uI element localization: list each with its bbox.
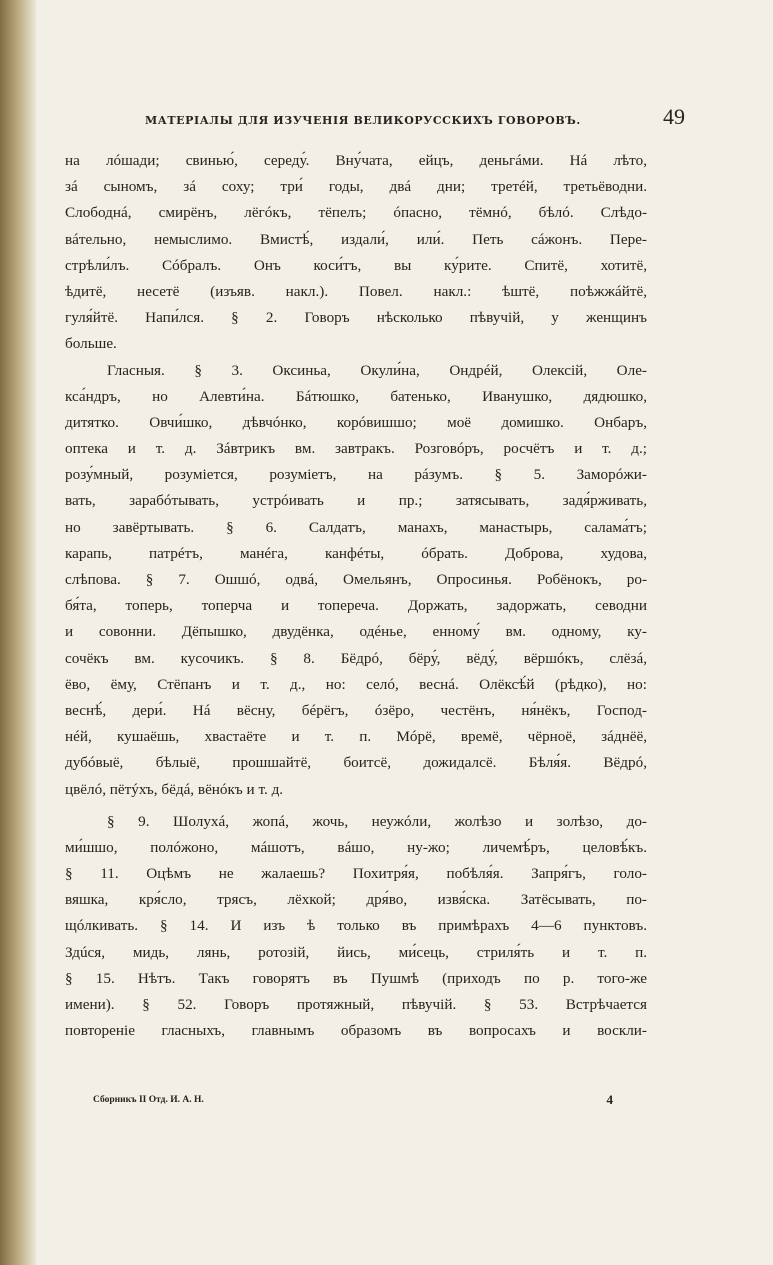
running-header [130, 104, 685, 134]
text-line: ми́шшо, полóжоно, мáшотъ, вáшо, ну-жо; личемѣ́ръ, целовѣ́къ. [65, 838, 647, 856]
text-line: нéй, кушаёшь, хвастаёте и т. п. Мóрё, времё, чёрноё, зáднёё, [65, 728, 647, 746]
text-line: но завёртывать. § 6. Салдатъ, манахъ, манастырь, салама́тъ; [65, 518, 647, 536]
text-line: больше. [65, 335, 117, 353]
text-line: повтореніе гласныхъ, главнымъ образомъ въ вопросахъ и воскли- [65, 1022, 647, 1040]
text-line: имени). § 52. Говоръ протяжный, пѣвучій. § 53. Встрѣчается [65, 996, 647, 1013]
running-title: МАТЕРІАЛЫ ДЛЯ ИЗУЧЕНІЯ ВЕЛИКОРУССКИХЪ ГОВОРОВЪ. [145, 114, 581, 127]
text-line: вяшка, кря́сло, трясъ, лёхкой; дря́во, извя́ска. Затёсывать, по- [65, 891, 647, 909]
text-line: зá сыномъ, зá соху; три́ годы, двá дни; третéй, третьёводни. [65, 178, 647, 196]
page-footer [93, 1092, 613, 1115]
text-line: ёво, ёму, Стёпанъ и т. д., но: селó, веснá. Олёксѣ́й (рѣдко), но: [65, 675, 647, 693]
text-line: Гласныя. § 3. Оксиньa, Окули́на, Ондрéй, Олексій, Оле- [107, 361, 647, 379]
text-line: Слободнá, смирёнъ, лёгóкъ, тёпелъ; óпасно, тёмнó, бѣлó. Слѣдо- [65, 204, 647, 222]
text-line: слѣпова. § 7. Ошшó, одвá, Омельянъ, Опросинья. Робёнокъ, ро- [65, 571, 647, 588]
text-line: § 9. Шолухá, жопá, жочь, неужóли, жолѣзо и золѣзо, до- [107, 812, 647, 830]
text-line: и совонни. Дёпышко, двудёнка, одéнье, енному́ вм. одному, ку- [65, 623, 647, 641]
text-line: вать, зарабóтывать, устрóивать и пр.; затясывать, задя́рживать, [65, 492, 647, 510]
text-line: ѣдитё, несетё (изъяв. накл.). Повел. накл.: ѣштё, поѣжжáйтё, [65, 282, 647, 300]
text-line: Здúся, мидь, лянь, ротозій, йись, ми́сець, стриля́ть и т. п. [65, 943, 647, 961]
text-line: оптека и т. д. Зáвтрикъ вм. завтракъ. Розговóръ, росчётъ и т. д.; [65, 440, 647, 458]
text-line: вáтельно, немыслимо. Вмистѣ́, издали́, или́. Петь сáжонъ. Пере- [65, 230, 647, 248]
paragraph-2 [65, 358, 647, 803]
sheet-number: 4 [606, 1092, 613, 1107]
text-line: щóлкивать. § 14. И изъ ѣ только въ примѣрахъ 4—6 пунктовъ. [65, 917, 647, 935]
text-line: на лóшади; свинью́, середу́. Вну́чата, ейцъ, деньгáми. Нá лѣто, [65, 152, 647, 169]
text-line: § 15. Нѣтъ. Такъ говорятъ въ Пушмѣ (приходъ по р. того-же [65, 969, 647, 987]
text-line: кса́ндръ, но Алевти́на. Бáтюшко, батенько, Иванушко, дядюшко, [65, 387, 647, 405]
text-line: дитятко. Овчи́шко, дѣвчóнко, корóвишшо; моё домишко. Онбаръ, [65, 413, 647, 431]
text-line: стрѣли́лъ. Сóбралъ. Онъ коси́тъ, вы ку́рите. Спитё, хотитё, [65, 256, 647, 274]
book-spine-shadow [0, 0, 36, 1265]
text-line: § 11. Оцѣмъ не жалаешь? Похитря́я, побѣля́я. Запря́гъ, голо- [65, 865, 647, 883]
text-line: гуля́йтё. Напи́лся. § 2. Говоръ нѣсколько пѣвучій, у женщинъ [65, 309, 647, 327]
paragraph-1 [65, 148, 647, 358]
text-line: веснѣ́, дери́. Нá вёсну, бéрёгъ, óзёро, честёнъ, ня́нёкъ, Господ- [65, 701, 647, 719]
page-body [65, 148, 647, 1044]
text-line: карапь, патрéтъ, манéга, канфéты, óбрать. Доброва, худова, [65, 544, 647, 562]
text-line: розу́мный, розуміется, розуміетъ, на рáзумъ. § 5. Заморóжи- [65, 466, 647, 484]
paragraph-3 [65, 809, 647, 1045]
text-line: сочёкъ вм. кусочикъ. § 8. Бёдрó, бёру́, вёду́, вёршóкъ, слёзá, [65, 649, 647, 667]
page-number: 49 [663, 104, 685, 129]
signature-mark: Сборникъ II Отд. И. А. Н. [93, 1095, 204, 1105]
text-line: бя́та, топерь, топерча и топереча. Доржать, задоржать, севодни [65, 597, 647, 615]
text-line: дубóвыё, бѣлыё, прошшайтё, боитсё, дожидалсё. Бѣля́я. Вёдрó, [65, 754, 647, 772]
text-line: цвёлó, пётýхъ, бёдá, вёнóкъ и т. д. [65, 780, 284, 798]
